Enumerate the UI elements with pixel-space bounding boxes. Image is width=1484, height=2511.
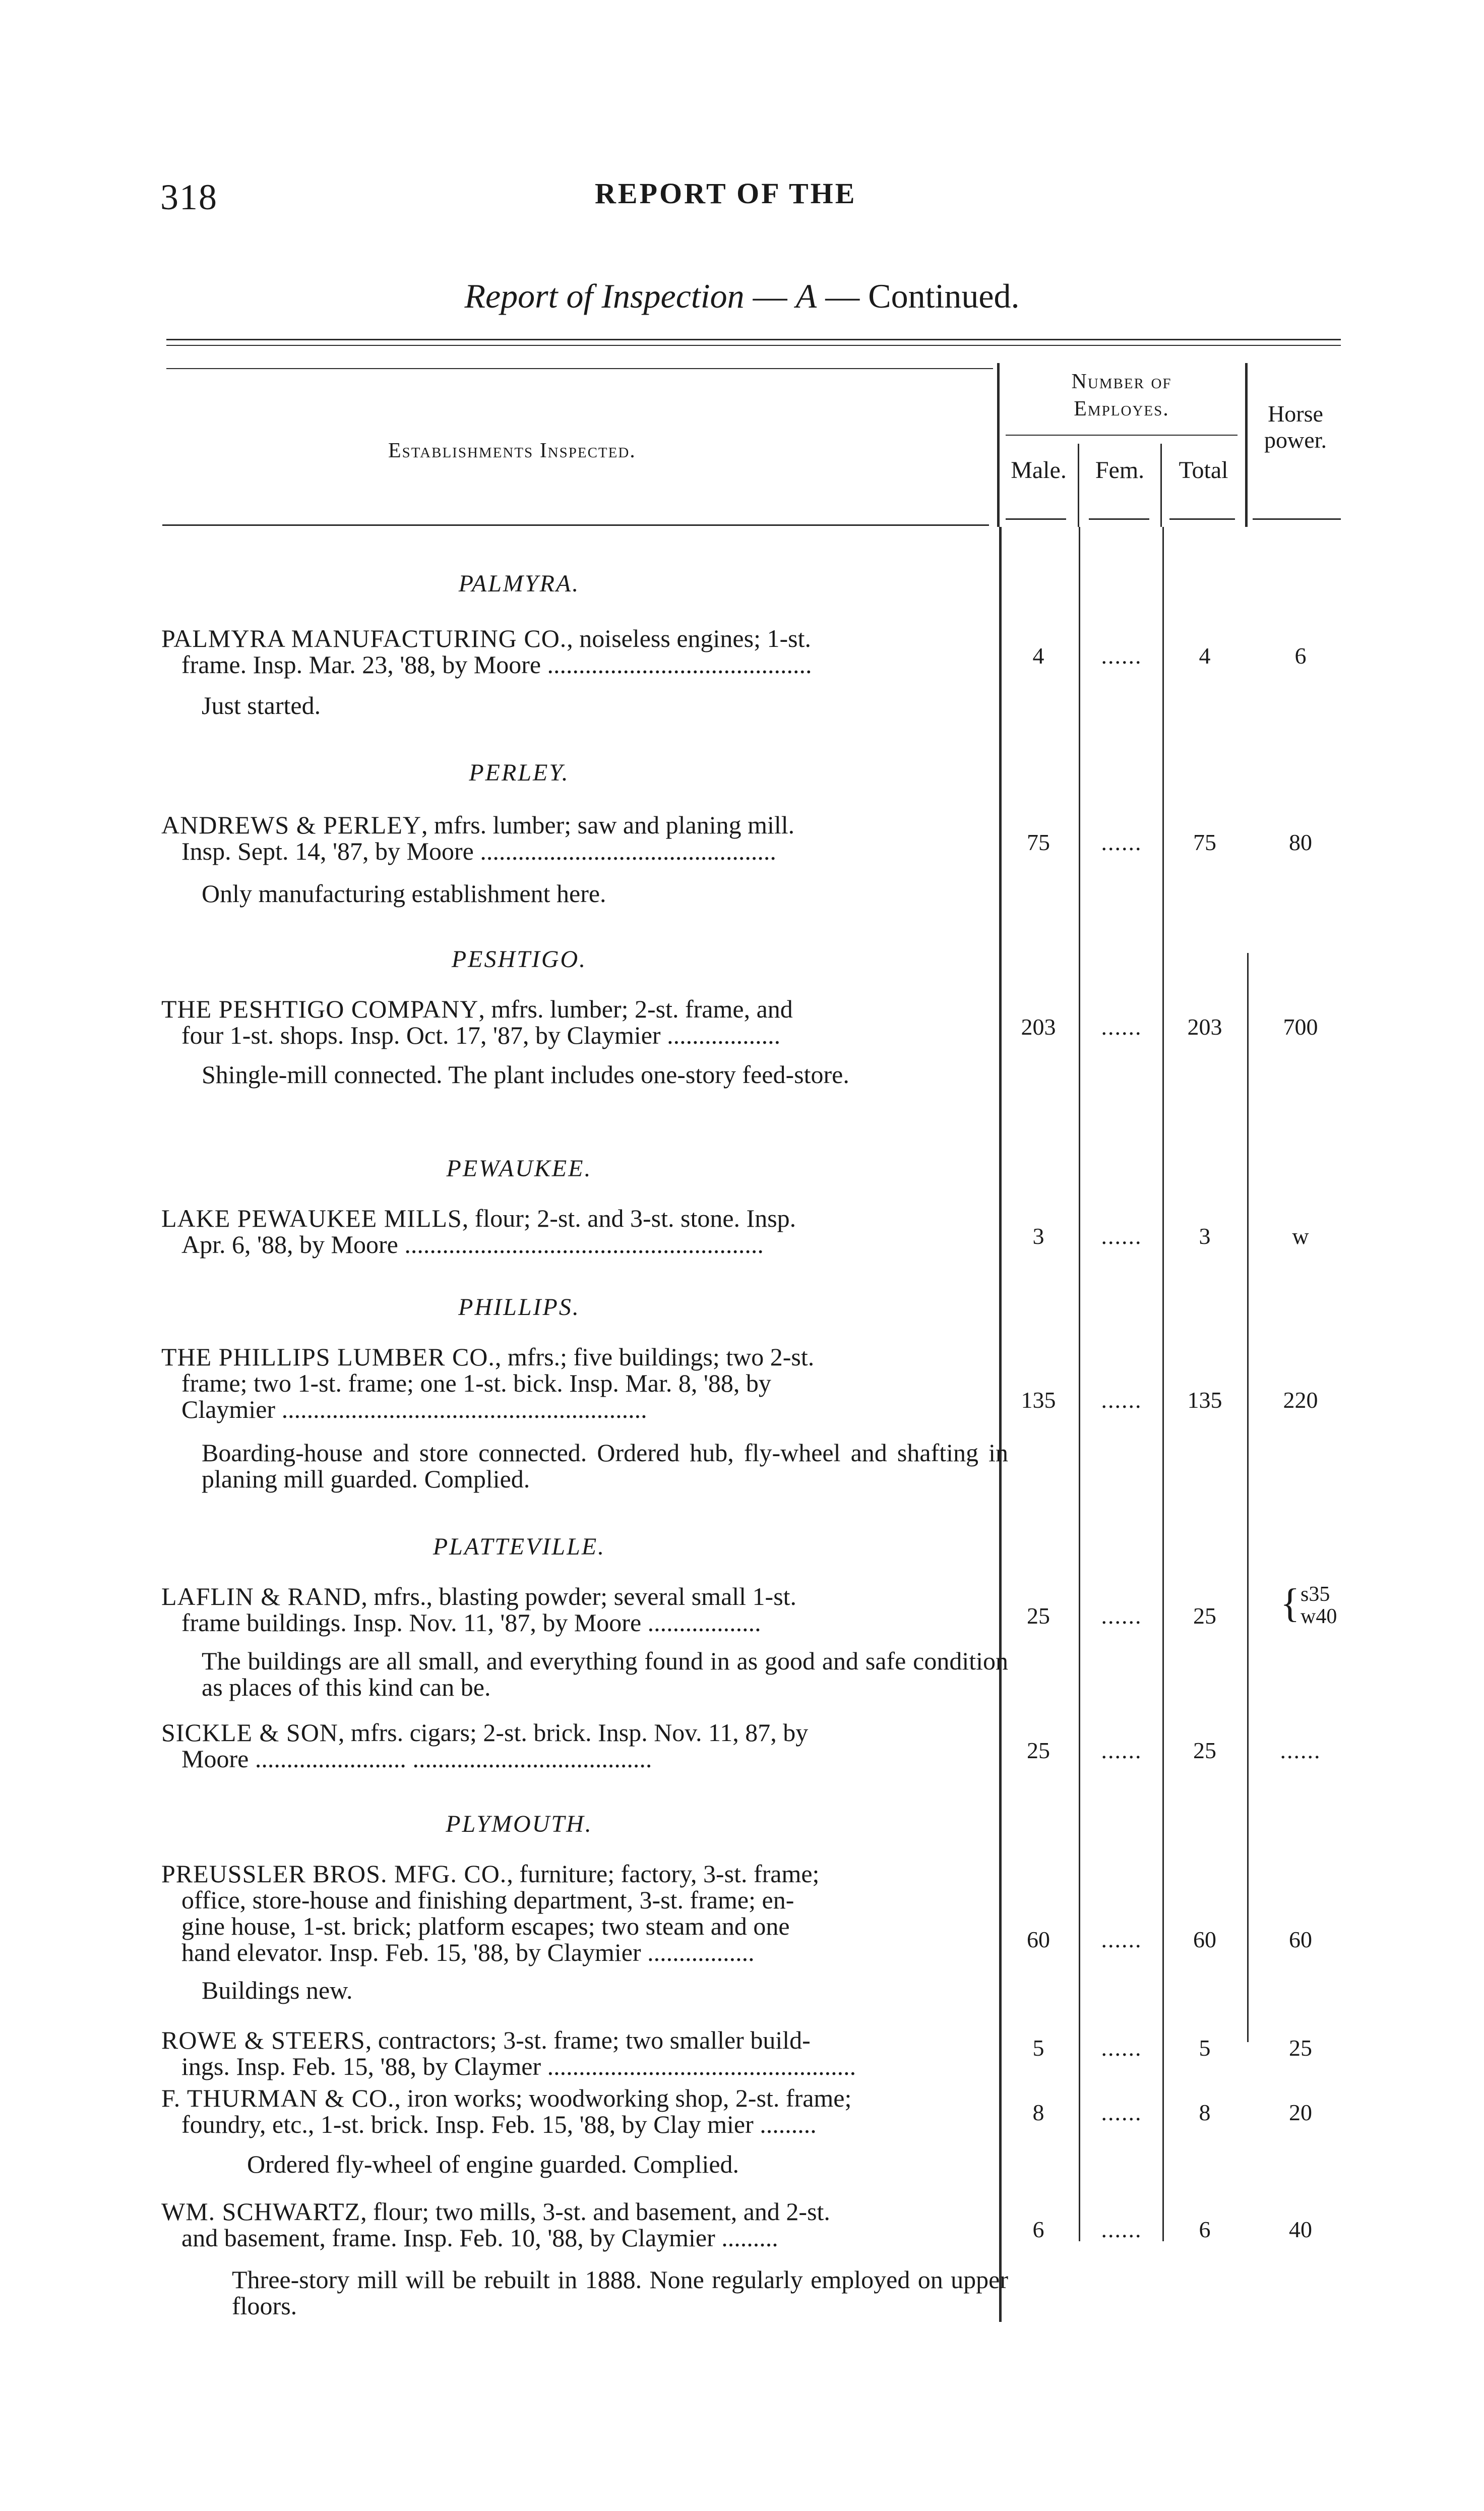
establishment-name: ANDREWS & PERLEY [161, 811, 421, 839]
entry-note: Shingle-mill connected. The plant includes one-story feed-store. [202, 1060, 849, 1089]
header-horse-power [1248, 401, 1343, 453]
establishment-entry [161, 1861, 1008, 1965]
body-divider-total [1162, 527, 1164, 2241]
male-count: 3 [1032, 1223, 1044, 1249]
header-fem: Fem. [1095, 457, 1145, 484]
entry-line [161, 1396, 1008, 1422]
header-rule-bottom-total [1169, 518, 1235, 520]
town-heading: PESHTIGO. [451, 946, 587, 973]
establishment-name: THE PHILLIPS LUMBER CO. [161, 1343, 495, 1371]
establishment-name: PALMYRA MANUFACTURING CO. [161, 624, 567, 652]
entry-line2-text: frame; two 1-st. frame; one 1-st. bick. Insp. Mar. 8, '88, by [181, 1369, 771, 1397]
caption-continued: — Continued. [817, 277, 1020, 315]
entry-note: Just started. [202, 691, 321, 720]
establishment-name: ROWE & STEERS [161, 2026, 365, 2054]
total-count: 5 [1199, 2035, 1211, 2061]
horse-power-split [1301, 1583, 1337, 1628]
header-rule-bottom-fem [1089, 518, 1149, 520]
entry-line [161, 1583, 1008, 1609]
entry-line2-text: Moore [181, 1745, 249, 1773]
establishment-entry [161, 625, 1008, 678]
header-rule-bottom-male [1006, 518, 1066, 520]
fem-count: ...... [1101, 1603, 1142, 1629]
entry-line2-text: frame. Insp. Mar. 23, '88, by Moore [181, 650, 541, 679]
establishment-name: F. THURMAN & CO. [161, 2084, 395, 2112]
entry-line [161, 2111, 1008, 2137]
establishment-entry [161, 1583, 1008, 1636]
entry-line [161, 1022, 1008, 1048]
fem-count: ...... [1101, 2035, 1142, 2061]
header-male: Male. [1011, 457, 1067, 484]
entry-line2-text: office, store-house and finishing department, 3-st. frame; en- [181, 1886, 794, 1914]
entry-line [161, 1913, 1008, 1939]
entry-line1-text: , mfrs. lumber; 2-st. frame, and [478, 995, 793, 1023]
establishment-entry [161, 812, 1008, 864]
entry-line [161, 2085, 1008, 2111]
leader-dots: .......................................................... [275, 1395, 647, 1423]
horse-power: 25 [1289, 2035, 1312, 2061]
entry-line1-text: , mfrs. lumber; saw and planing mill. [421, 811, 795, 839]
leader-dots: ......... [715, 2224, 778, 2252]
town-heading: PLYMOUTH. [446, 1811, 593, 1837]
leader-dots: ......................................................... [398, 1230, 764, 1259]
establishment-name: SICKLE & SON [161, 1718, 338, 1747]
entry-line1-text: , mfrs.; five buildings; two 2-st. [494, 1343, 815, 1371]
entry-line [161, 1939, 1008, 1965]
header-number-line2: Employes. [1074, 397, 1169, 421]
horse-power: 6 [1294, 643, 1307, 669]
entry-line4-text: hand elevator. Insp. Feb. 15, '88, by Claymier [181, 1938, 641, 1966]
body-divider-fem [1079, 527, 1080, 2241]
horse-power: 20 [1289, 2100, 1312, 2125]
total-count: 135 [1187, 1387, 1222, 1413]
entry-line [161, 651, 1008, 678]
entry-line [161, 2225, 1008, 2251]
body-divider-horse [1247, 953, 1249, 2042]
entry-line1-text: , flour; 2-st. and 3-st. stone. Insp. [462, 1204, 796, 1232]
header-total: Total [1179, 457, 1228, 484]
entry-line1-text: , furniture; factory, 3-st. frame; [507, 1860, 820, 1888]
total-count: 3 [1199, 1223, 1211, 1249]
fem-count: ...... [1101, 2217, 1142, 2242]
entry-line [161, 1370, 1008, 1396]
header-rule-thin [166, 368, 993, 369]
horse-power: 80 [1289, 829, 1312, 855]
entry-line1-text: , mfrs., blasting powder; several small 1-st. [361, 1582, 797, 1610]
page-number: 318 [160, 177, 218, 217]
horse-power-steam: s35 [1301, 1583, 1330, 1606]
entry-line3-text: Claymier [181, 1395, 276, 1423]
entry-line1-text: , noiseless engines; 1-st. [567, 624, 811, 652]
header-horse-line2: power. [1264, 427, 1327, 453]
entry-line [161, 625, 1008, 651]
total-count: 75 [1193, 829, 1216, 855]
fem-count: ...... [1101, 2100, 1142, 2125]
fem-count: ...... [1101, 1927, 1142, 1952]
establishment-entry [161, 2198, 1008, 2251]
entry-line2-text: and basement, frame. Insp. Feb. 10, '88, by Claymier [181, 2224, 715, 2252]
entry-line2-text: four 1-st. shops. Insp. Oct. 17, '87, by Claymier [181, 1021, 661, 1049]
header-number-of-employes [1001, 368, 1243, 423]
total-count: 25 [1193, 1738, 1216, 1763]
fem-count: ...... [1101, 1014, 1142, 1040]
entry-line1-text: , flour; two mills, 3-st. and basement, and 2-st. [360, 2197, 830, 2226]
entry-note: Only manufacturing establishment here. [202, 879, 606, 908]
fem-count: ...... [1101, 829, 1142, 855]
male-count: 203 [1021, 1014, 1056, 1040]
entry-line2-text: ings. Insp. Feb. 15, '88, by Claymer [181, 2052, 541, 2080]
horse-power: 700 [1283, 1014, 1318, 1040]
establishment-entry [161, 1719, 1008, 1772]
caption-title: Report of Inspection [464, 277, 745, 315]
establishment-name: LAFLIN & RAND [161, 1582, 361, 1610]
header-establishments: Establishments Inspected. [388, 439, 636, 462]
entry-line2-text: frame buildings. Insp. Nov. 11, '87, by Moore [181, 1608, 642, 1637]
header-horse-line1: Horse [1268, 401, 1323, 427]
town-heading: PLATTEVILLE. [432, 1533, 606, 1560]
header-rule-bottom-horse [1253, 518, 1341, 520]
entry-line1-text: , mfrs. cigars; 2-st. brick. Insp. Nov. 11, 87, by [338, 1718, 809, 1747]
total-count: 203 [1187, 1014, 1222, 1040]
entry-line [161, 1887, 1008, 1913]
entry-line [161, 996, 1008, 1022]
entry-line2-text: Apr. 6, '88, by Moore [181, 1230, 398, 1259]
horse-power: w [1292, 1223, 1309, 1249]
establishment-entry [161, 996, 1008, 1048]
header-number-line1: Number of [1071, 370, 1172, 393]
header-rule-top-2 [166, 345, 1341, 346]
header-rule-top [166, 339, 1341, 340]
entry-line2-text: Insp. Sept. 14, '87, by Moore [181, 837, 474, 865]
male-count: 60 [1027, 1927, 1050, 1952]
entry-line [161, 1231, 1008, 1258]
male-count: 6 [1032, 2217, 1044, 2242]
total-count: 60 [1193, 1927, 1216, 1952]
fem-count: ...... [1101, 1387, 1142, 1413]
male-count: 25 [1027, 1603, 1050, 1629]
entry-note: Ordered fly-wheel of engine guarded. Complied. [247, 2150, 739, 2178]
leader-dots: ........................ ...................................... [249, 1745, 652, 1773]
entry-note: Boarding-house and store connected. Ordered hub, fly-wheel and shafting in planing mill guarded. Complied. [202, 1439, 1008, 1493]
entry-line [161, 2053, 1008, 2079]
male-count: 25 [1027, 1738, 1050, 1763]
total-count: 8 [1199, 2100, 1211, 2125]
entry-line1-text: , iron works; woodworking shop, 2-st. frame; [394, 2084, 852, 2112]
entry-note: The buildings are all small, and everything found in as good and safe condition as places of this kind can be. [202, 1647, 1008, 1701]
male-count: 75 [1027, 829, 1050, 855]
horse-power: 60 [1289, 1927, 1312, 1952]
header-rule-number [1006, 435, 1238, 436]
entry-line [161, 1344, 1008, 1370]
leader-dots: ............................................... [473, 837, 776, 865]
male-count: 135 [1021, 1387, 1056, 1413]
entry-note: Buildings new. [202, 1976, 353, 2004]
male-count: 4 [1032, 643, 1044, 669]
town-heading: PERLEY. [469, 759, 570, 786]
establishment-name: PREUSSLER BROS. MFG. CO. [161, 1860, 507, 1888]
town-heading: PHILLIPS. [458, 1294, 580, 1321]
horse-power: 40 [1289, 2217, 1312, 2242]
caption-letter: A [795, 277, 817, 315]
header-rule-bottom-main [162, 524, 989, 526]
running-head: REPORT OF THE [595, 177, 857, 210]
establishment-entry [161, 2085, 1008, 2137]
horse-power: 220 [1283, 1387, 1318, 1413]
leader-dots: .......................................... [541, 650, 812, 679]
horse-power-water: w40 [1301, 1605, 1337, 1628]
table-caption [0, 276, 1484, 316]
leader-dots: ......... [753, 2110, 817, 2138]
entry-line [161, 1861, 1008, 1887]
establishment-entry [161, 1344, 1008, 1422]
total-count: 4 [1199, 643, 1211, 669]
brace-symbol: { [1280, 1581, 1300, 1626]
entry-line [161, 1205, 1008, 1231]
entry-line [161, 2198, 1008, 2225]
town-heading: PALMYRA. [458, 570, 580, 597]
fem-count: ...... [1101, 1223, 1142, 1249]
entry-line1-text: , contractors; 3-st. frame; two smaller build- [365, 2026, 811, 2054]
entry-note: Three-story mill will be rebuilt in 1888. None regularly employed on upper floors. [232, 2265, 1008, 2320]
establishment-entry [161, 2027, 1008, 2079]
entry-line [161, 1609, 1008, 1636]
establishment-name: THE PESHTIGO COMPANY [161, 995, 479, 1023]
total-count: 6 [1199, 2217, 1211, 2242]
entry-line [161, 2027, 1008, 2053]
horse-power: ...... [1280, 1738, 1321, 1763]
entry-line3-text: gine house, 1-st. brick; platform escapes; two steam and one [181, 1912, 790, 1940]
total-count: 25 [1193, 1603, 1216, 1629]
entry-line [161, 1719, 1008, 1746]
caption-dash-1: — [744, 277, 796, 315]
entry-line2-text: foundry, etc., 1-st. brick. Insp. Feb. 15, '88, by Clay mier [181, 2110, 754, 2138]
town-heading: PEWAUKEE. [446, 1155, 592, 1182]
entry-line [161, 838, 1008, 864]
male-count: 5 [1032, 2035, 1044, 2061]
male-count: 8 [1032, 2100, 1044, 2125]
establishment-name: WM. SCHWARTZ [161, 2197, 361, 2226]
col-divider-main [997, 363, 1000, 527]
leader-dots: .................. [641, 1608, 761, 1637]
fem-count: ...... [1101, 1738, 1142, 1763]
entry-line [161, 1746, 1008, 1772]
fem-count: ...... [1101, 643, 1142, 669]
leader-dots: ................................................. [541, 2052, 856, 2080]
establishment-entry [161, 1205, 1008, 1258]
leader-dots: .................. [660, 1021, 781, 1049]
establishment-name: LAKE PEWAUKEE MILLS [161, 1204, 462, 1232]
entry-line [161, 812, 1008, 838]
leader-dots: ................. [641, 1938, 755, 1966]
